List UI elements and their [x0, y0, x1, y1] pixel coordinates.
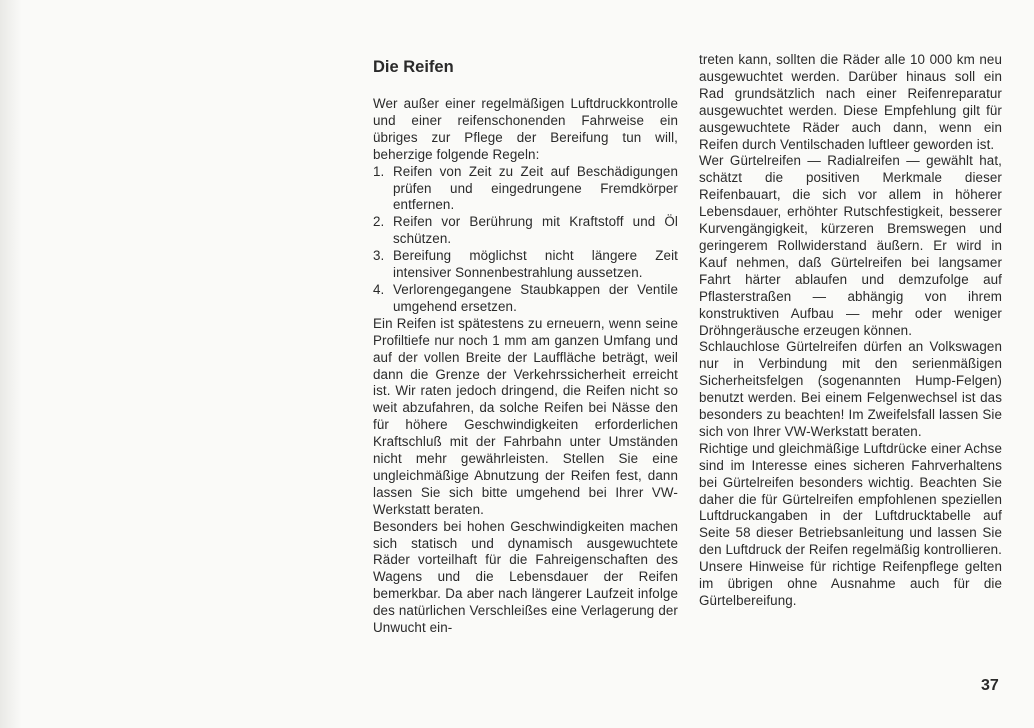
list-number: 2.	[373, 214, 385, 230]
balancing-paragraph: Besonders bei hohen Geschwindigkeiten machen sich statisch und dynamisch ausgewuchtete Räder vorteilhaft für die Fahreigenschaften des Wagens und die Lebensdauer der Reifen bemerkbar. Da aber nach längerer Laufzeit infolge des natürlichen Verschleißes eine Verlagerung der Unwucht ein-	[373, 518, 678, 636]
renewal-paragraph: Ein Reifen ist spätestens zu erneuern, wenn seine Profiltiefe nur noch 1 mm am ganzen Umfang und auf der vollen Breite der Lauffläche beträgt, weil dann die Grenze der Verkehrssicherheit erreicht ist. Wir raten jedoch dringend, die Reifen nicht so weit abzufahren, da solche Reifen bei Nässe den für höhere Geschwindigkeiten erforderlichen Kraftschluß mit der Fahrbahn unter Umständen nicht mehr gewährleisten. Stellen Sie eine ungleichmäßige Abnutzung der Reifen fest, dann lassen Sie sich bitte umgehend bei Ihrer VW-Werkstatt beraten.	[373, 315, 678, 517]
list-text: Verlorengegangene Staubkappen der Ventile umgehend ersetzen.	[393, 281, 678, 314]
air-pressure-paragraph: Richtige und gleichmäßige Luftdrücke einer Achse sind im Interesse eines sicheren Fahrverhaltens bei Gürtelreifen besonders wichtig. Beachten Sie daher die für Gürtelreifen empfohlenen speziellen Luftdruckangaben in der Luftdrucktabelle auf Seite 58 dieser Betriebsanleitung und lassen Sie den Luftdruck der Reifen regelmäßig kontrollieren. Unsere Hinweise für richtige Reifenpflege gelten im übrigen ohne Ausnahme auch für die Gürtelbereifung.	[699, 440, 1002, 608]
list-number: 3.	[373, 248, 385, 264]
section-heading: Die Reifen	[373, 58, 454, 76]
page-number: 37	[981, 677, 999, 694]
tubeless-paragraph: Schlauchlose Gürtelreifen dürfen an Volkswagen nur in Verbindung mit den serienmäßigen Sicherheitsfelgen (sogenannten Hump-Felgen) benutzt werden. Bei einem Felgenwechsel ist das besonders zu beachten! Im Zweifelsfall lassen Sie sich von Ihrer VW-Werkstatt beraten.	[699, 339, 1002, 439]
list-text: Reifen vor Berührung mit Kraftstoff und Öl schützen.	[393, 214, 678, 247]
list-item	[373, 214, 678, 248]
list-number: 4.	[373, 281, 385, 297]
right-column	[699, 52, 1002, 610]
list-number: 1.	[373, 163, 385, 179]
list-text: Reifen von Zeit zu Zeit auf Beschädigungen prüfen und eingedrungene Fremdkörper entfernen.	[393, 163, 678, 213]
list-item	[373, 164, 678, 215]
intro-paragraph: Wer außer einer regelmäßigen Luftdruckkontrolle und einer reifenschonenden Fahrweise ein übriges zur Pflege der Bereifung tun will, beherzige folgende Regeln:	[373, 96, 678, 162]
left-column	[373, 96, 678, 637]
list-item	[373, 248, 678, 282]
balancing-continued-paragraph: treten kann, sollten die Räder alle 10 000 km neu ausgewuchtet werden. Darüber hinaus soll ein Rad grundsätzlich nach einer Reifenreparatur ausgewuchtet werden. Diese Empfehlung gilt für ausgewuchtete Räder auch dann, wenn ein Reifen durch Ventilschaden luftleer geworden ist.	[699, 52, 1002, 152]
list-item	[373, 282, 678, 316]
list-text: Bereifung möglichst nicht längere Zeit intensiver Sonnenbestrahlung aussetzen.	[393, 248, 678, 281]
radial-tyres-paragraph: Wer Gürtelreifen — Radialreifen — gewählt hat, schätzt die positiven Merkmale dieser Reifenbauart, die sich vor allem in höherer Lebensdauer, erhöhter Rutschfestigkeit, besserer Kurvengängigkeit, kürzeren Bremswegen und geringerem Rollwiderstand äußern. Er wird in Kauf nehmen, daß Gürtelreifen bei langsamer Fahrt härter ablaufen und demzufolge auf Pflasterstraßen — abhängig von ihrem konstruktiven Aufbau — mehr oder weniger Dröhngeräusche erzeugen können.	[699, 153, 1002, 338]
care-rules-list	[373, 164, 678, 316]
page-fold-shadow	[0, 0, 22, 728]
